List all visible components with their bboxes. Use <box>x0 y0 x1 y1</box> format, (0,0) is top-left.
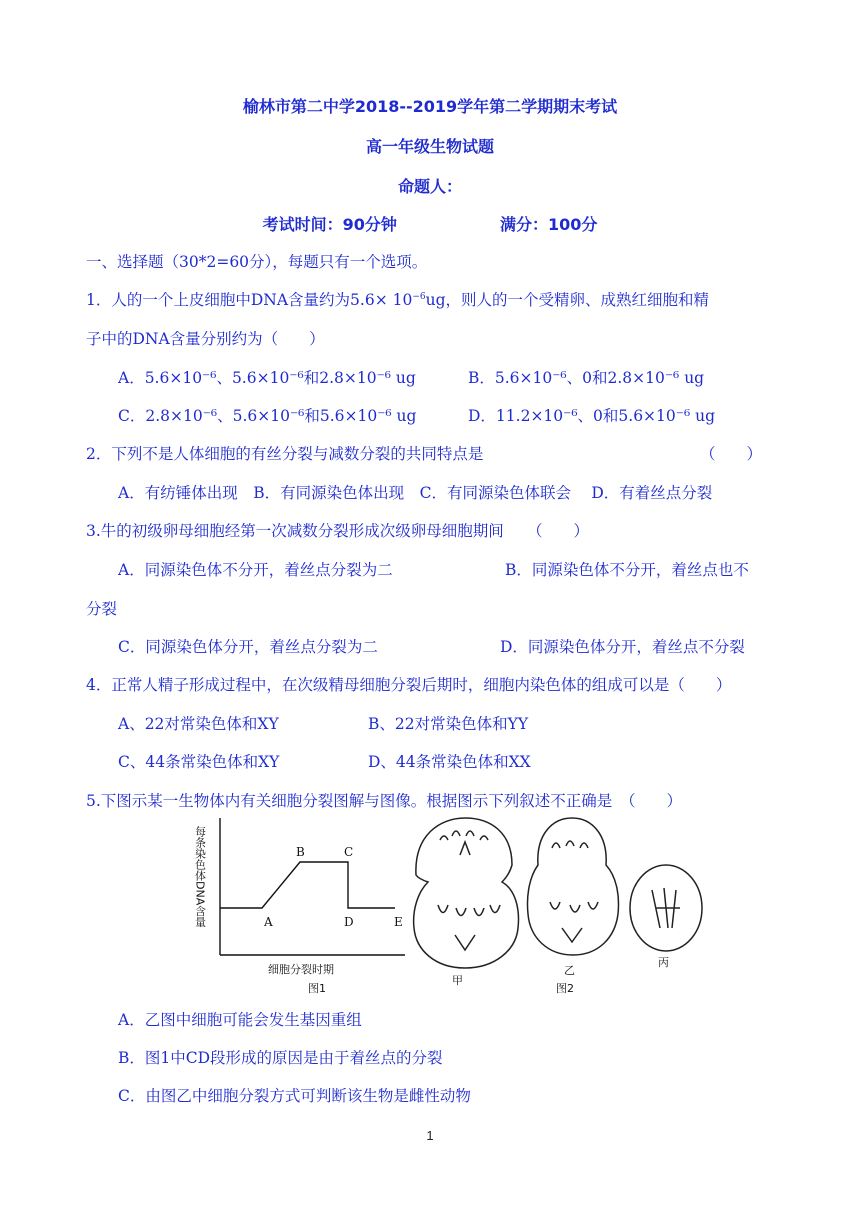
figure1-point-c: C <box>344 845 354 859</box>
q2-stem: 2．下列不是人体细胞的有丝分裂与减数分裂的共同特点是 <box>86 445 484 463</box>
figure1-graph <box>220 818 405 955</box>
cell-jia-chromosomes-bottom <box>438 905 500 916</box>
exam-author: 命题人： <box>397 177 462 196</box>
q1-option-c: C．2.8×10⁻⁶、5.6×10⁻⁶和5.6×10⁻⁶ ug <box>118 407 417 425</box>
q1-option-d: D．11.2×10⁻⁶、0和5.6×10⁻⁶ ug <box>468 407 715 425</box>
exam-time: 考试时间：90分钟 <box>262 215 397 234</box>
exam-subtitle: 高一年级生物试题 <box>365 137 494 156</box>
exam-score: 满分：100分 <box>500 215 598 234</box>
q1-option-a: A．5.6×10⁻⁶、5.6×10⁻⁶和2.8×10⁻⁶ ug <box>118 369 416 387</box>
cell-yi-label: 乙 <box>564 964 575 977</box>
q4-stem: 4．正常人精子形成过程中，在次级精母细胞分裂后期时，细胞内染色体的组成可以是（ ） <box>86 676 732 694</box>
figure2-caption: 图2 <box>556 982 574 995</box>
q4-option-a: A、22对常染色体和XY <box>118 715 279 733</box>
cell-yi <box>527 818 618 955</box>
figure1-point-b: B <box>296 845 305 859</box>
figure1-dna-curve <box>220 862 395 908</box>
q3-option-c: C．同源染色体分开，着丝点分裂为二 <box>118 638 378 656</box>
cell-jia-chromosomes-top <box>440 831 488 840</box>
q1-option-b: B．5.6×10⁻⁶、0和2.8×10⁻⁶ ug <box>468 369 705 387</box>
exam-title: 榆林市第二中学2018--2019学年第二学期期末考试 <box>242 97 618 116</box>
q1-stem <box>86 288 709 310</box>
q5-option-b: B．图1中CD段形成的原因是由于着丝点的分裂 <box>118 1049 443 1067</box>
cell-yi-spindle <box>562 928 582 942</box>
figure1-xlabel: 细胞分裂时期 <box>268 963 334 976</box>
q3-stem: 3.牛的初级卵母细胞经第一次减数分裂形成次级卵母细胞期间 （ ） <box>86 522 590 540</box>
figure1-caption: 图1 <box>308 982 326 995</box>
q4-option-c: C、44条常染色体和XY <box>118 753 280 771</box>
q3-option-b: B．同源染色体不分开，着丝点也不 <box>505 561 749 579</box>
figure1-point-d: D <box>344 915 354 929</box>
q5-option-c: C．由图乙中细胞分裂方式可判断该生物是雌性动物 <box>118 1087 471 1105</box>
page-number: 1 <box>426 1128 434 1143</box>
q2-paren: （ ） <box>700 445 763 463</box>
cell-bing-label: 丙 <box>658 956 669 969</box>
section-heading: 一、选择题（30*2=60分），每题只有一个选项。 <box>86 253 428 271</box>
q3-option-b-cont: 分裂 <box>86 600 118 618</box>
cell-jia-label: 甲 <box>452 974 463 987</box>
q3-option-d: D．同源染色体分开，着丝点不分裂 <box>500 638 745 656</box>
cell-jia <box>414 818 519 968</box>
cell-jia-spindle <box>455 842 475 950</box>
figure2-cells <box>414 818 702 968</box>
cell-yi-chromosomes-bottom <box>550 902 598 912</box>
q5-option-a: A．乙图中细胞可能会发生基因重组 <box>118 1011 362 1029</box>
cell-bing-chromosomes <box>652 888 680 928</box>
q1-stem-sup: −6 <box>412 292 426 302</box>
q2-options: A．有纺锤体出现 B．有同源染色体出现 C．有同源染色体联会 D．有着丝点分裂 <box>118 484 713 502</box>
figure1-ylabel: 每条染色体DNA含量 <box>193 826 207 928</box>
q4-option-d: D、44条常染色体和XX <box>368 753 531 771</box>
q1-stem-a: 1．人的一个上皮细胞中DNA含量约为5.6× 10 <box>86 291 413 309</box>
q5-figure <box>190 810 710 1000</box>
q1-stem-b: ug，则人的一个受精卵、成熟红细胞和精 <box>425 291 710 309</box>
q4-option-b: B、22对常染色体和YY <box>368 715 529 733</box>
cell-yi-chromosomes-top <box>552 841 588 848</box>
exam-meta <box>0 212 860 235</box>
figure1-point-e: E <box>394 915 403 929</box>
q3-option-a: A．同源染色体不分开，着丝点分裂为二 <box>118 561 393 579</box>
figure1-point-a: A <box>264 915 273 929</box>
q5-stem: 5.下图示某一生物体内有关细胞分裂图解与图像。根据图示下列叙述不正确是 （ ） <box>86 792 683 810</box>
q1-stem-line2: 子中的DNA含量分别约为（ ） <box>86 330 325 348</box>
